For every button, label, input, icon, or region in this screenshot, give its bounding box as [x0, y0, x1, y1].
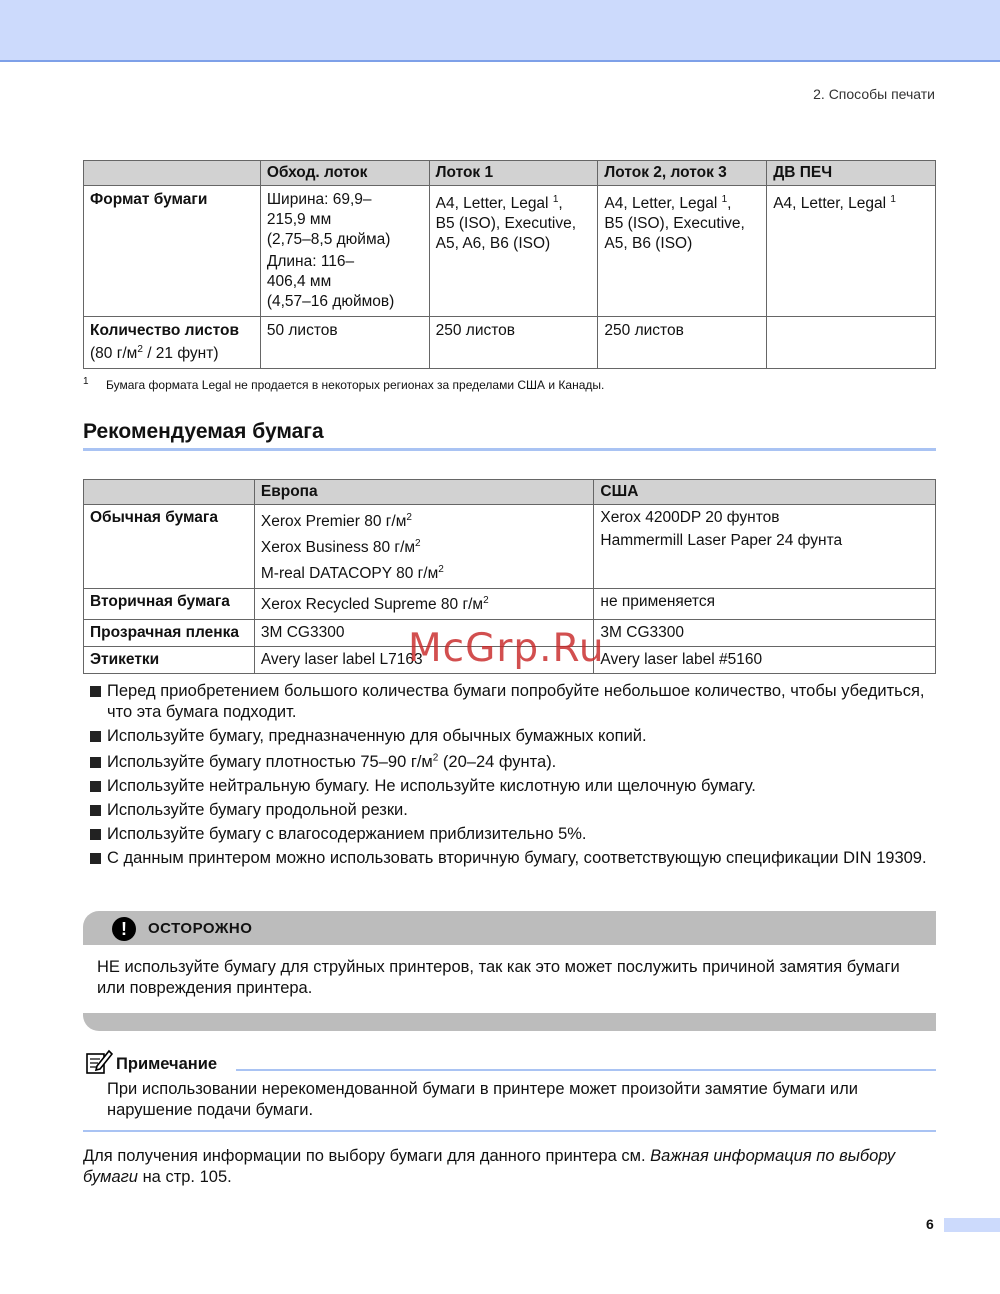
bullet-square-icon: [90, 829, 101, 840]
note-pencil-icon: [85, 1048, 113, 1074]
list-item: Используйте бумагу плотностью 75–90 $г/м^2$ (20–24 фунта).: [90, 752, 940, 773]
table-row: [84, 505, 936, 589]
table-row: [84, 317, 936, 369]
table-cell: 50 листов: [260, 317, 429, 369]
list-item: Используйте бумагу продольной резки.: [90, 800, 940, 821]
table-row: [84, 186, 936, 317]
table-header-cell: ДВ ПЕЧ: [767, 161, 936, 186]
table-cell: A4, Letter, Legal $^1$, B5 (ISO), Executive, A5, A6, B6 (ISO): [429, 186, 598, 317]
note-divider: [83, 1130, 936, 1132]
table-cell: Avery laser label L7163: [254, 647, 594, 674]
list-item: С данным принтером можно использовать вторичную бумагу, соответствующую спецификации DIN 19309.: [90, 848, 940, 869]
table-header-cell: [84, 480, 255, 505]
table-cell: 3M CG3300: [254, 620, 594, 647]
table-cell: A4, Letter, Legal $^1$, B5 (ISO), Executive, A5, B6 (ISO): [598, 186, 767, 317]
row-label: Этикетки: [84, 647, 255, 674]
row-label: Вторичная бумага: [84, 589, 255, 620]
list-item: Используйте бумагу, предназначенную для обычных бумажных копий.: [90, 726, 940, 747]
note-divider: [236, 1069, 936, 1071]
table-row: [84, 589, 936, 620]
table-header-cell: Обход. лоток: [260, 161, 429, 186]
table-cell: Xerox 4200DP 20 фунтов Hammermill Laser Paper 24 фунта: [594, 505, 936, 589]
caution-title: ОСТОРОЖНО: [148, 920, 253, 937]
caution-footer: [83, 1013, 936, 1031]
top-bar: [0, 0, 1000, 62]
section-title: Рекомендуемая бумага: [83, 420, 324, 443]
table-cell: Xerox Recycled Supreme 80 $г/м^2$: [254, 589, 594, 620]
paper-format-table: [83, 160, 936, 369]
section-divider: [83, 448, 936, 451]
list-item: Используйте нейтральную бумагу. Не используйте кислотную или щелочную бумагу.: [90, 776, 940, 797]
bullet-square-icon: [90, 757, 101, 768]
bullet-square-icon: [90, 805, 101, 816]
bullet-square-icon: [90, 781, 101, 792]
bullet-square-icon: [90, 853, 101, 864]
table-header-cell: США: [594, 480, 936, 505]
footnote-number: 1: [83, 376, 89, 387]
table-cell: не применяется: [594, 589, 936, 620]
table-header-cell: [84, 161, 261, 186]
table-cell: [767, 317, 936, 369]
table-header-row: [84, 161, 936, 186]
row-label: Количество листов (80 $г/м^2 / 21$ фунт): [84, 317, 261, 369]
table-header-cell: Лоток 2, лоток 3: [598, 161, 767, 186]
page-number: 6: [926, 1216, 934, 1232]
reference-link[interactable]: Важная информация по выбору бумаги: [83, 1147, 896, 1186]
table-header-row: [84, 480, 936, 505]
row-label: Формат бумаги: [84, 186, 261, 317]
table-cell: 250 листов: [429, 317, 598, 369]
note-text: При использовании нерекомендованной бумаги в принтере может произойти замятие бумаги или нарушение подачи бумаги.: [107, 1080, 858, 1119]
running-header: 2. Способы печати: [813, 86, 935, 102]
caution-text: НЕ используйте бумагу для струйных принтеров, так как это может послужить причиной замятия бумаги или повреждения принтера.: [97, 958, 900, 997]
table-cell: 3M CG3300: [594, 620, 936, 647]
table-cell: Ширина: 69,9– 215,9 мм (2,75–8,5 дюйма) Длина: 116– 406,4 мм (4,57–16 дюймов): [260, 186, 429, 317]
footnote-text: Бумага формата Legal не продается в некоторых регионах за пределами США и Канады.: [106, 378, 605, 392]
row-label: Прозрачная пленка: [84, 620, 255, 647]
page-tab: [944, 1218, 1000, 1232]
table-cell: Avery laser label #5160: [594, 647, 936, 674]
table-header-cell: Лоток 1: [429, 161, 598, 186]
list-item: Перед приобретением большого количества бумаги попробуйте небольшое количество, чтобы убедиться, что эта бумага подходит.: [90, 681, 940, 723]
bullet-square-icon: [90, 686, 101, 697]
watermark: McGrp.Ru: [408, 626, 605, 671]
table-cell: A4, Letter, Legal $^1$: [767, 186, 936, 317]
reference-paragraph: Для получения информации по выбору бумаги для данного принтера см. Важная информация по выбору бумаги на стр. 105.: [83, 1147, 896, 1186]
note-title: Примечание: [116, 1055, 218, 1073]
table-cell: 250 листов: [598, 317, 767, 369]
bullet-square-icon: [90, 731, 101, 742]
row-label: Обычная бумага: [84, 505, 255, 589]
recommendation-list: [90, 681, 940, 872]
list-item: Используйте бумагу с влагосодержанием приблизительно 5%.: [90, 824, 940, 845]
warning-icon: !: [112, 917, 136, 941]
table-cell: Xerox Premier 80 $г/м^2$ Xerox Business 80 $г/м^2$ M-real DATACOPY 80 $г/м^2$: [254, 505, 594, 589]
table-header-cell: Европа: [254, 480, 594, 505]
